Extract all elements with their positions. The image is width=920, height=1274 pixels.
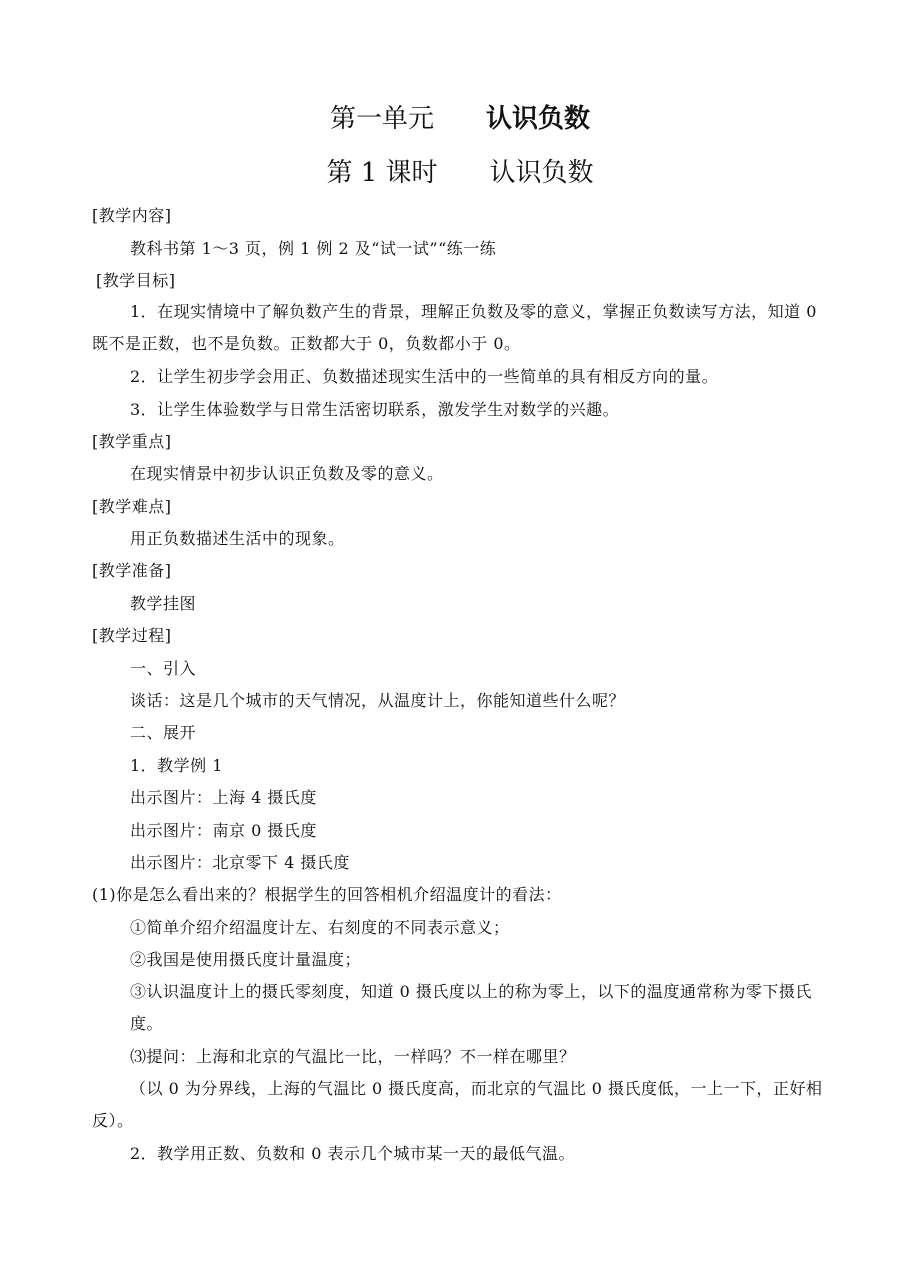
key-text: 在现实情景中初步认识正负数及零的意义。 bbox=[130, 464, 444, 483]
key-heading: [教学重点] bbox=[92, 432, 172, 451]
difficulty-heading: [教学难点] bbox=[92, 497, 172, 516]
difficulty-text: 用正负数描述生活中的现象。 bbox=[130, 529, 345, 548]
example-1: 1．教学例 1 bbox=[130, 756, 223, 775]
step-intro: 一、引入 bbox=[130, 659, 197, 678]
prep-text: 教学挂图 bbox=[130, 594, 197, 613]
unit-title bbox=[0, 102, 920, 136]
picture-2: 出示图片：南京 0 摄氏度 bbox=[130, 821, 317, 840]
lesson-label: 第 1 课时 bbox=[326, 158, 438, 188]
lesson-title bbox=[0, 156, 920, 190]
unit-label: 第一单元 bbox=[329, 104, 434, 134]
goals-heading: [教学目标] bbox=[96, 271, 176, 290]
talk-text: 谈话：这是几个城市的天气情况，从温度计上，你能知道些什么呢？ bbox=[130, 691, 626, 710]
question-3: ⑶提问：上海和北京的气温比一比，一样吗？不一样在哪里？ bbox=[130, 1047, 576, 1066]
picture-3: 出示图片：北京零下 4 摄氏度 bbox=[130, 853, 350, 872]
lesson-name: 认识负数 bbox=[489, 158, 594, 188]
process-heading: [教学过程] bbox=[92, 626, 172, 645]
goal-3: 3．让学生体验数学与日常生活密切联系，激发学生对数学的兴趣。 bbox=[130, 400, 620, 419]
answer-text: （以 0 为分界线，上海的气温比 0 摄氏度高，而北京的气温比 0 摄氏度低，一上一下，正好相反）。 bbox=[92, 1079, 823, 1130]
example-2: 2．教学用正数、负数和 0 表示几个城市某一天的最低气温。 bbox=[130, 1144, 576, 1163]
point-1: ①简单介绍介绍温度计左、右刻度的不同表示意义； bbox=[130, 918, 510, 937]
goal-1: 1．在现实情境中了解负数产生的背景，理解正负数及零的意义，掌握正负数读写方法，知道 0 既不是正数，也不是负数。正数都大于 0，负数都小于 0。 bbox=[92, 302, 817, 353]
question-1: (1)你是怎么看出来的？根据学生的回答相机介绍温度计的看法： bbox=[92, 885, 562, 904]
content-text: 教科书第 1～3 页，例 1 例 2 及“试一试”“练一练 bbox=[130, 239, 497, 258]
prep-heading: [教学准备] bbox=[92, 561, 172, 580]
point-2: ②我国是使用摄氏度计量温度； bbox=[130, 950, 362, 969]
step-expand: 二、展开 bbox=[130, 723, 197, 742]
goal-2: 2．让学生初步学会用正、负数描述现实生活中的一些简单的具有相反方向的量。 bbox=[130, 367, 719, 386]
picture-1: 出示图片：上海 4 摄氏度 bbox=[130, 788, 317, 807]
point-3: ③认识温度计上的摄氏零刻度，知道 0 摄氏度以上的称为零上，以下的温度通常称为零下摄氏度。 bbox=[130, 982, 812, 1033]
content-heading: [教学内容] bbox=[92, 206, 172, 225]
unit-name: 认识负数 bbox=[486, 104, 591, 134]
